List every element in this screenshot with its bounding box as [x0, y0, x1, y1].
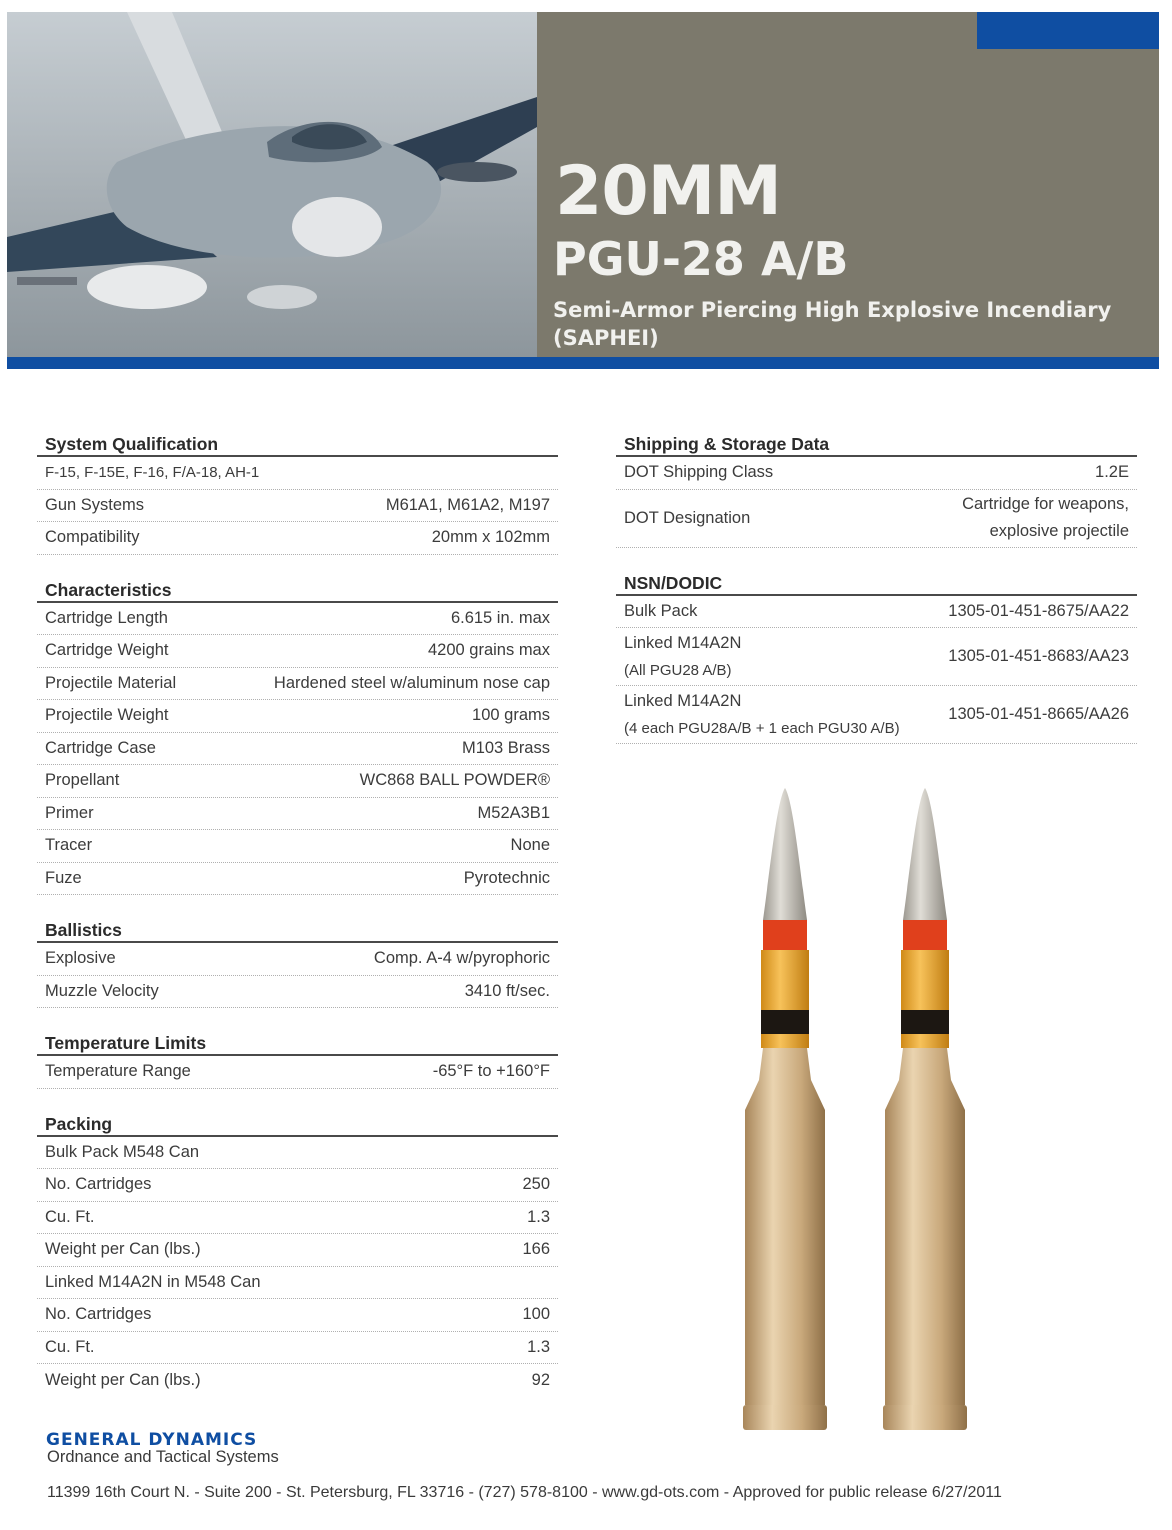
spec-label: Weight per Can (lbs.): [45, 1240, 201, 1259]
spec-row: [37, 1169, 558, 1202]
spec-label: Cartridge Case: [45, 738, 156, 757]
spec-row: [37, 765, 558, 798]
spec-value: -65°F to +160°F: [432, 1062, 550, 1081]
spec-label: Projectile Weight: [45, 706, 169, 725]
spec-value: 3410 ft/sec.: [464, 981, 550, 1000]
spec-row: [37, 700, 558, 733]
header-blue-rule: [7, 357, 1159, 369]
fighter-jet-illustration: [7, 12, 537, 357]
title-panel: [537, 12, 1159, 357]
company-division: Ordnance and Tactical Systems: [47, 1448, 279, 1466]
fighter-jet-photo: [7, 12, 537, 357]
spec-label: Cu. Ft.: [45, 1337, 95, 1356]
spec-row: [37, 603, 558, 636]
spec-row: [616, 628, 1137, 686]
specs-right-column: [616, 430, 1137, 744]
spec-value: None: [510, 836, 550, 855]
spec-label: [624, 630, 741, 684]
footer-address: 11399 16th Court N. - Suite 200 - St. Petersburg, FL 33716 - (727) 578-8100 - www.gd-ots.com - Approved for public release 6/27/2011: [47, 1484, 1002, 1501]
spec-row: [37, 1332, 558, 1365]
spec-label: Projectile Material: [45, 673, 177, 692]
spec-label: Muzzle Velocity: [45, 981, 159, 1000]
spec-label: Tracer: [45, 836, 93, 855]
spec-row: [37, 976, 558, 1009]
spec-row: [37, 943, 558, 976]
spec-value: WC868 BALL POWDER®: [359, 771, 550, 790]
cartridge-illustration: [720, 780, 1020, 1440]
description-line-2: (SAPHEI): [553, 326, 659, 350]
spec-value: 1.3: [527, 1207, 550, 1226]
spec-label: Primer: [45, 803, 94, 822]
blue-accent-tab: [977, 12, 1159, 49]
spec-value: Hardened steel w/aluminum nose cap: [273, 673, 550, 692]
spec-label: Temperature Range: [45, 1062, 191, 1081]
spec-value: 92: [531, 1370, 550, 1389]
spec-label: Explosive: [45, 949, 116, 968]
linked-label-line-1: Linked M14A2N: [624, 691, 742, 710]
spec-value: 1.2E: [1095, 463, 1129, 482]
spec-row: [37, 1299, 558, 1332]
shipping-heading: Shipping & Storage Data: [616, 430, 1137, 457]
spec-row: [37, 668, 558, 701]
spec-value: [962, 491, 1129, 545]
spec-value: 6.615 in. max: [450, 608, 550, 627]
spec-row: [37, 490, 558, 523]
spec-row: [616, 490, 1137, 548]
spec-label: Cartridge Length: [45, 608, 168, 627]
spec-row: [616, 457, 1137, 490]
spec-value: M103 Brass: [461, 738, 550, 757]
linked-label-line-1: Linked M14A2N: [624, 633, 742, 652]
packing-subheading: [37, 1267, 558, 1300]
spec-value: 1305-01-451-8665/AA26: [948, 705, 1129, 723]
characteristics-heading: Characteristics: [37, 576, 558, 603]
spec-label: DOT Designation: [624, 508, 751, 527]
packing-subheading: [37, 1137, 558, 1170]
spec-value: 100 grams: [472, 706, 550, 725]
spec-value: M52A3B1: [477, 803, 550, 822]
spec-row: [37, 1364, 558, 1397]
linked-pack-heading: Linked M14A2N in M548 Can: [45, 1272, 261, 1291]
spec-value: 20mm x 102mm: [431, 528, 550, 547]
nsn-dodic-heading: NSN/DODIC: [616, 569, 1137, 596]
spec-label: Weight per Can (lbs.): [45, 1370, 201, 1389]
spec-value: 250: [522, 1175, 550, 1194]
designation-line-1: Cartridge for weapons,: [962, 495, 1129, 513]
linked-label-line-2: (4 each PGU28A/B + 1 each PGU30 A/B): [624, 719, 900, 737]
company-logo: GENERAL DYNAMICS: [46, 1430, 258, 1450]
spec-label: No. Cartridges: [45, 1175, 152, 1194]
spec-label: Fuze: [45, 868, 82, 887]
spec-row: [616, 686, 1137, 744]
product-description: [553, 296, 1113, 352]
spec-row: [37, 635, 558, 668]
model-title: PGU-28 A/B: [553, 232, 849, 286]
spec-value: 100: [522, 1305, 550, 1324]
spec-label: Cartridge Weight: [45, 641, 169, 660]
designation-line-2: explosive projectile: [989, 522, 1129, 540]
spec-row: [37, 1056, 558, 1089]
description-line-1: Semi-Armor Piercing High Explosive Incendiary: [553, 298, 1112, 322]
system-qualification-heading: System Qualification: [37, 430, 558, 457]
spec-row: [37, 1234, 558, 1267]
spec-label: No. Cartridges: [45, 1305, 152, 1324]
spec-value: Comp. A-4 w/pyrophoric: [373, 949, 550, 968]
spec-value: Pyrotechnic: [463, 868, 550, 887]
spec-value: 166: [522, 1240, 550, 1259]
spec-label: Bulk Pack: [624, 601, 698, 620]
spec-label: Gun Systems: [45, 495, 145, 514]
spec-row: [37, 1202, 558, 1235]
temperature-heading: Temperature Limits: [37, 1029, 558, 1056]
bulk-pack-heading: Bulk Pack M548 Can: [45, 1142, 200, 1161]
spec-value: M61A1, M61A2, M197: [385, 495, 550, 514]
spec-row: [37, 798, 558, 831]
aircraft-list: F-15, F-15E, F-16, F/A-18, AH-1: [45, 464, 260, 482]
packing-heading: Packing: [37, 1110, 558, 1137]
spec-value: 1305-01-451-8683/AA23: [948, 647, 1129, 665]
spec-value: 4200 grains max: [428, 641, 550, 660]
cartridge-photo: [720, 780, 1020, 1440]
spec-label: Compatibility: [45, 528, 140, 547]
spec-label: DOT Shipping Class: [624, 463, 774, 482]
spec-label: Cu. Ft.: [45, 1207, 95, 1226]
ballistics-heading: Ballistics: [37, 916, 558, 943]
specs-left-column: [37, 430, 558, 1397]
header-banner: [7, 12, 1159, 357]
spec-row: [37, 830, 558, 863]
aircraft-row: [37, 457, 558, 490]
spec-value: 1305-01-451-8675/AA22: [948, 601, 1129, 620]
spec-row: [37, 863, 558, 896]
spec-row: [616, 596, 1137, 629]
caliber-title: 20MM: [555, 152, 781, 231]
spec-row: [37, 522, 558, 555]
spec-value: 1.3: [527, 1337, 550, 1356]
spec-label: [624, 688, 900, 742]
spec-row: [37, 733, 558, 766]
linked-label-line-2: (All PGU28 A/B): [624, 661, 732, 679]
spec-label: Propellant: [45, 771, 120, 790]
